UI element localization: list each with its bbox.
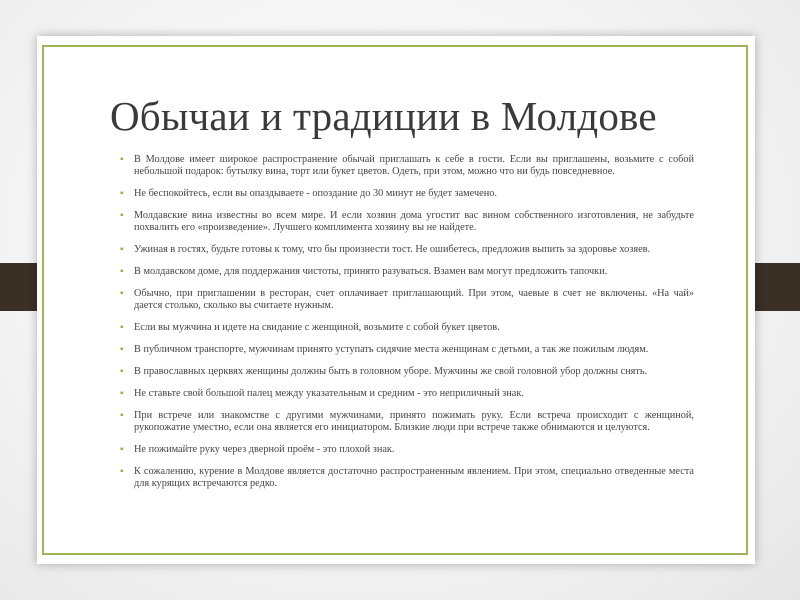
bullet-item bbox=[120, 410, 694, 435]
bullet-text: В Молдове имеет широкое распространение обычай приглашать к себе в гости. Если вы приглашены, возьмите с собой небольшой подарок: бутылку вина, торт или букет цветов. Одеть, при этом, можно что ни будь повседневное. bbox=[134, 154, 694, 178]
bullet-item bbox=[120, 322, 694, 334]
bullet-text: При встрече или знакомстве с другими мужчинами, принято пожимать руку. Если встреча происходит с женщиной, рукопожатие уместно, если она является его инициатором. Близкие люди при встрече также обнимаются и целуются. bbox=[134, 409, 694, 434]
bullet-item bbox=[120, 188, 694, 200]
bullet-icon: ▪ bbox=[120, 465, 124, 477]
bullet-item bbox=[120, 210, 694, 235]
slide-title: Обычаи и традиции в Молдове bbox=[110, 93, 657, 139]
bullet-list bbox=[120, 154, 694, 500]
bullet-item bbox=[120, 266, 694, 278]
bullet-item bbox=[120, 344, 694, 356]
bullet-text: Обычно, при приглашении в ресторан, счет оплачивает приглашающий. При этом, чаевые в счет не включены. «На чай» дается столько, сколько вы считаете нужным. bbox=[134, 288, 694, 312]
right-decorative-stripe bbox=[748, 263, 800, 311]
bullet-icon: ▪ bbox=[120, 154, 124, 165]
bullet-item bbox=[120, 444, 694, 456]
bullet-item bbox=[120, 388, 694, 400]
bullet-icon: ▪ bbox=[120, 288, 124, 300]
bullet-text: В молдавском доме, для поддержания чистоты, принято разуваться. Взамен вам могут предложить тапочки. bbox=[134, 266, 608, 278]
bullet-text: Ужиная в гостях, будьте готовы к тому, что бы произнести тост. Не ошибетесь, предложив выпить за здоровье хозяев. bbox=[134, 244, 651, 256]
bullet-icon: ▪ bbox=[120, 344, 124, 356]
bullet-icon: ▪ bbox=[120, 188, 124, 200]
bullet-item bbox=[120, 154, 694, 179]
bullet-item bbox=[120, 366, 694, 378]
bullet-icon: ▪ bbox=[120, 366, 124, 378]
bullet-text: Если вы мужчина и идете на свидание с женщиной, возьмите с собой букет цветов. bbox=[134, 322, 500, 334]
bullet-text: В православных церквях женщины должны быть в головном уборе. Мужчины же свой головной убор должны снять. bbox=[134, 366, 648, 378]
bullet-icon: ▪ bbox=[120, 443, 124, 455]
bullet-icon: ▪ bbox=[120, 409, 124, 421]
bullet-item bbox=[120, 244, 694, 256]
bullet-text: Не ставьте свой большой палец между указательным и средним - это неприличный знак. bbox=[134, 387, 524, 399]
bullet-icon: ▪ bbox=[120, 322, 124, 334]
bullet-icon: ▪ bbox=[120, 244, 124, 256]
bullet-text: К сожалению, курение в Молдове является достаточно распространенным явлением. При этом, специально отведенные места для курящих встречаются редко. bbox=[134, 465, 694, 490]
bullet-icon: ▪ bbox=[120, 210, 124, 222]
bullet-item bbox=[120, 466, 694, 491]
bullet-item bbox=[120, 288, 694, 313]
bullet-icon: ▪ bbox=[120, 266, 124, 278]
bullet-text: В публичном транспорте, мужчинам принято уступать сидячие места женщинам с детьми, а так же пожилым людям. bbox=[134, 344, 649, 356]
bullet-text: Молдавские вина известны во всем мире. И если хозяин дома угостит вас вином собственного изготовления, не забудьте похвалить его «произведение». Лучшего комплимента хозяину вы не найдете. bbox=[134, 210, 694, 234]
bullet-icon: ▪ bbox=[120, 387, 124, 399]
bullet-text: Не беспокойтесь, если вы опаздываете - опоздание до 30 минут не будет замечено. bbox=[134, 188, 497, 200]
bullet-text: Не пожимайте руку через дверной проём - это плохой знак. bbox=[134, 443, 395, 455]
